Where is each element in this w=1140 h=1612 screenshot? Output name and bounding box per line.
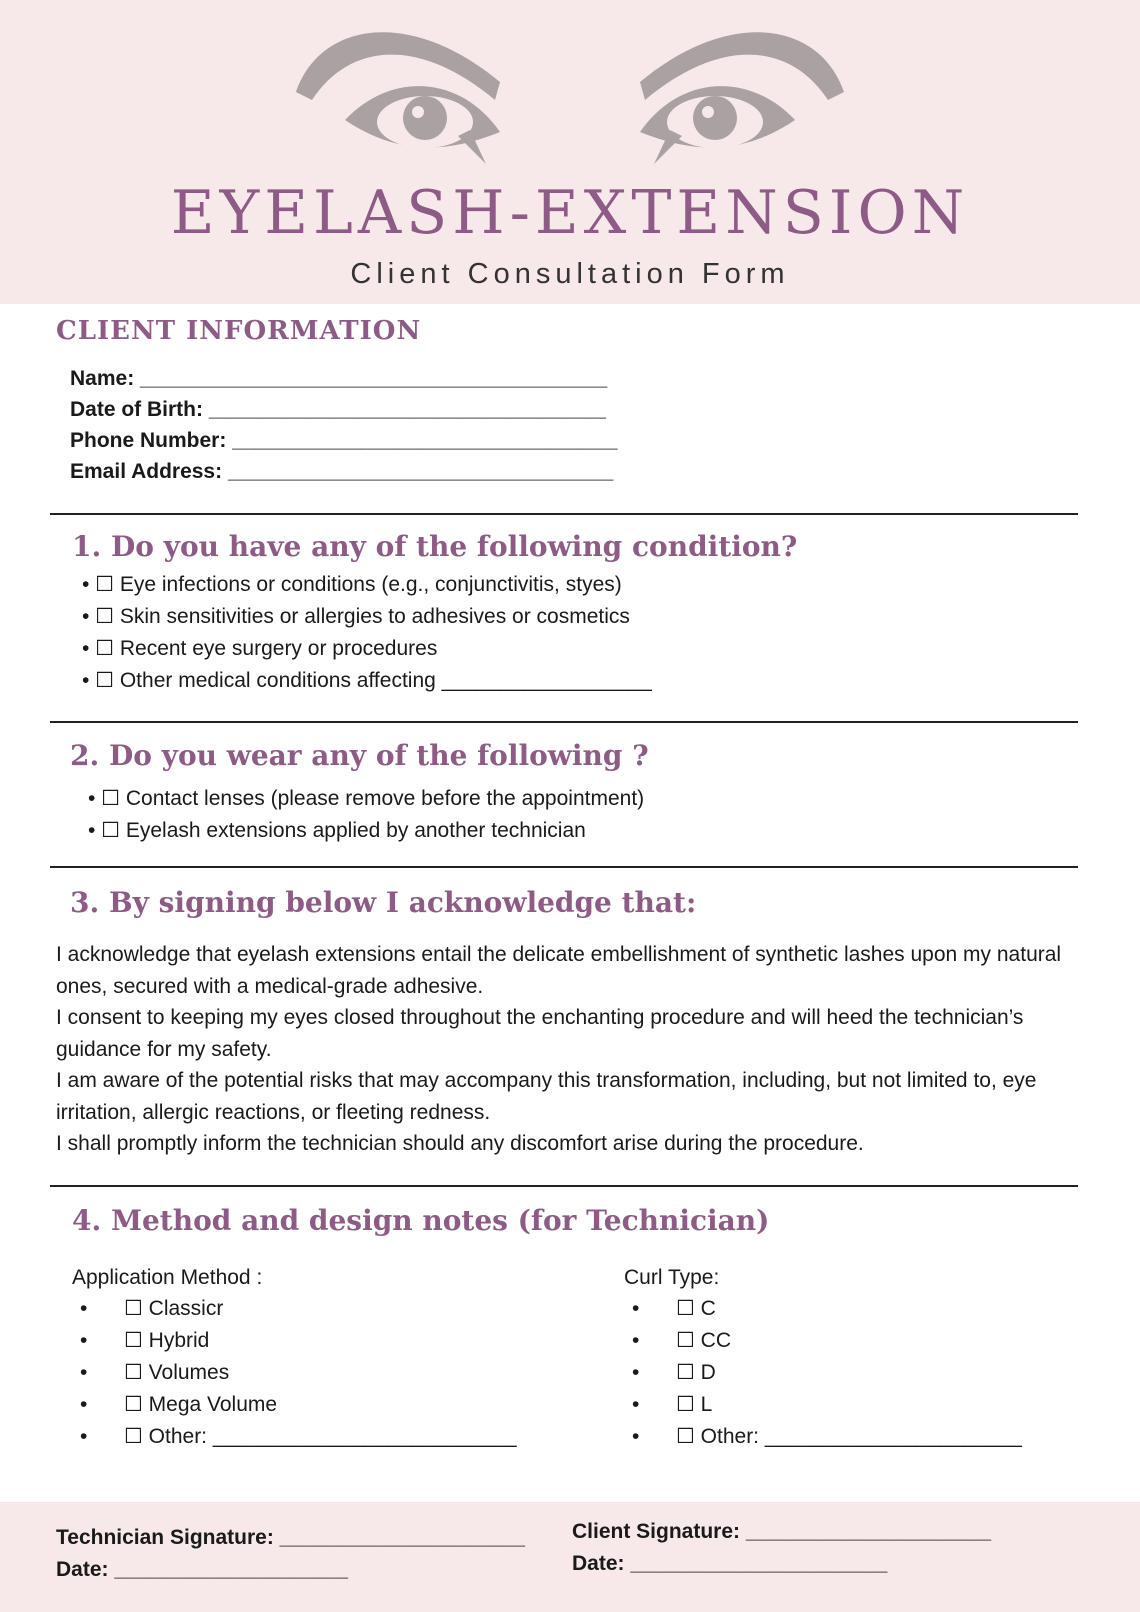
acknowledgement-paragraph: I consent to keeping my eyes closed throughout the enchanting procedure and will heed the technician’s guidance for my safety. — [56, 1006, 1024, 1061]
header-banner — [0, 0, 1140, 304]
email-field[interactable]: Email Address: _________________________________ — [70, 460, 614, 483]
dob-field[interactable]: Date of Birth: __________________________________ — [70, 398, 606, 421]
client-info-heading: CLIENT INFORMATION — [56, 316, 422, 346]
client-date-field[interactable]: Date: ______________________ — [572, 1552, 888, 1575]
application-option[interactable]: • ☐ Classicr — [80, 1297, 224, 1320]
curl-option[interactable]: • ☐ CC — [632, 1329, 731, 1352]
application-option-other[interactable]: • ☐ Other: __________________________ — [80, 1425, 517, 1448]
signature-footer — [0, 1502, 1140, 1612]
acknowledgement-text — [56, 939, 1096, 1160]
acknowledgement-paragraph: I am aware of the potential risks that may accompany this transformation, including, but not limited to, eye irritation, allergic reactions, or fleeting redness. — [56, 1069, 1037, 1124]
divider — [50, 721, 1078, 723]
section1-heading: 1. Do you have any of the following condition? — [72, 530, 798, 563]
application-option[interactable]: • ☐ Volumes — [80, 1361, 230, 1384]
condition-checkbox-item[interactable]: • ☐ Other medical conditions affecting __________________ — [82, 669, 652, 692]
divider — [50, 866, 1078, 868]
page-title: EYELASH-EXTENSION — [170, 178, 970, 248]
section2-heading: 2. Do you wear any of the following ? — [70, 739, 649, 772]
wear-checkbox-item[interactable]: • ☐ Contact lenses (please remove before the appointment) — [88, 787, 645, 810]
application-option[interactable]: • ☐ Mega Volume — [80, 1393, 278, 1416]
application-method-label: Application Method : — [72, 1266, 263, 1289]
application-option[interactable]: • ☐ Hybrid — [80, 1329, 210, 1352]
page-subtitle: Client Consultation Form — [350, 258, 790, 290]
divider — [50, 1185, 1078, 1187]
condition-checkbox-item[interactable]: • ☐ Skin sensitivities or allergies to adhesives or cosmetics — [82, 605, 630, 628]
phone-field[interactable]: Phone Number: _________________________________ — [70, 429, 618, 452]
section4-heading: 4. Method and design notes (for Technician) — [72, 1204, 770, 1237]
divider — [50, 513, 1078, 515]
client-signature-field[interactable]: Client Signature: _____________________ — [572, 1520, 992, 1543]
technician-date-field[interactable]: Date: ____________________ — [56, 1558, 348, 1581]
curl-option[interactable]: • ☐ D — [632, 1361, 716, 1384]
curl-option[interactable]: • ☐ L — [632, 1393, 713, 1416]
technician-signature-field[interactable]: Technician Signature: _____________________ — [56, 1526, 525, 1549]
curl-type-label: Curl Type: — [624, 1266, 720, 1289]
acknowledgement-paragraph: I acknowledge that eyelash extensions entail the delicate embellishment of synthetic lashes upon my natural ones, secured with a medical-grade adhesive. — [56, 943, 1062, 998]
wear-checkbox-item[interactable]: • ☐ Eyelash extensions applied by another technician — [88, 819, 586, 842]
condition-checkbox-item[interactable]: • ☐ Eye infections or conditions (e.g., conjunctivitis, styes) — [82, 573, 622, 596]
curl-option-other[interactable]: • ☐ Other: ______________________ — [632, 1425, 1022, 1448]
condition-checkbox-item[interactable]: • ☐ Recent eye surgery or procedures — [82, 637, 438, 660]
curl-option[interactable]: • ☐ C — [632, 1297, 716, 1320]
section3-heading: 3. By signing below I acknowledge that: — [70, 886, 697, 919]
eyes-illustration — [290, 12, 850, 182]
name-field[interactable]: Name: ________________________________________ — [70, 367, 608, 390]
acknowledgement-paragraph: I shall promptly inform the technician should any discomfort arise during the procedure. — [56, 1132, 864, 1155]
